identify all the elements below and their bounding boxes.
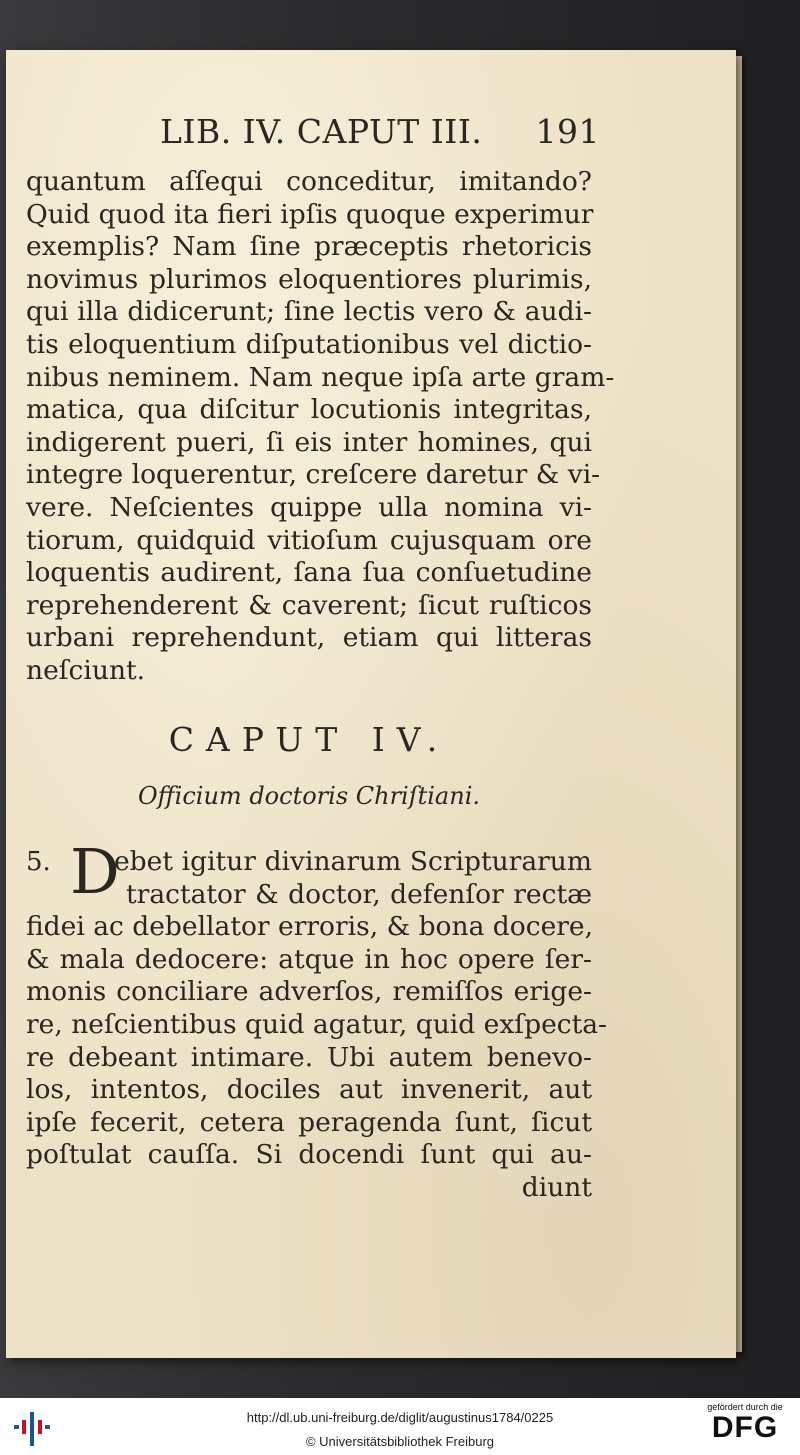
paragraph-number: 5. [26,847,51,877]
copyright-notice: © Universitätsbibliothek Freiburg [305,1434,495,1449]
body-text [26,166,615,688]
viewer-footer [0,1398,800,1455]
dfg-tagline: gefördert durch die [707,1402,783,1412]
text-line: poſtulat cauſſa. Si docendi ſunt qui au- [26,1139,592,1171]
text-line: novimus plurimos eloquentiores plurimis, [26,263,592,295]
text-line: re, neſcientibus quid agatur, quid exſpecta- [26,1008,607,1040]
text-line: matica, qua diſcitur locutionis integritas, [26,394,592,426]
text-line: vere. Neſcientes quippe ulla nomina vi- [26,491,592,523]
text-line: & mala dedocere: atque in hoc opere ſer- [26,943,592,975]
chapter-subtitle: Officium doctoris Chriſtiani. [138,782,480,810]
text-line: integre loquerentur, creſcere daretur & vi- [26,459,601,491]
running-head-title: LIB. IV. CAPUT III. [160,112,483,151]
text-line: nibus neminem. Nam neque ipſa arte gram- [26,361,615,393]
text-line: tis eloquentium diſputationibus vel dictio- [26,328,592,360]
drop-capital: D [70,835,120,908]
section-text [26,835,607,1205]
text-line: fidei ac debellator erroris, & bona docere, [26,911,594,943]
text-line: tiorum, quidquid vitioſum cujusquam ore [26,524,592,556]
text-line: reprehenderent & caverent; ſicut ruſticos [26,589,592,621]
text-line: ipſe fecerit, cetera peragenda ſunt, ſicut [26,1106,592,1138]
text-line: ebet igitur divinarum Scripturarum [114,846,592,877]
text-line: neſciunt. [26,654,146,686]
text-line: los, intentos, dociles aut invenerit, aut [26,1074,592,1106]
text-line: Quid quod ita fieri ipſis quoque experimur [26,198,594,230]
text-line: quantum aſſequi conceditur, imitando? [26,166,592,197]
text-line: qui illa didicerunt; ſine lectis vero & audi- [26,296,592,328]
text-line: loquentis audirent, ſana ſua conſuetudine [26,557,592,589]
document-url[interactable]: http://dl.ub.uni-freiburg.de/diglit/augustinus1784/0225 [246,1410,554,1425]
text-line: monis conciliare adverſos, remiſſos erige- [26,976,592,1008]
page-edge [736,56,742,1352]
dfg-logo-text: DFG [711,1411,779,1444]
text-line: urbani reprehendunt, etiam qui litteras [26,622,592,654]
chapter-heading: CAPUT IV. [168,720,450,759]
text-line: tractator & doctor, defenſor rectæ [126,878,592,910]
page-number: 191 [535,112,600,151]
running-head [160,108,600,158]
text-line: re debeant intimare. Ubi autem benevo- [26,1041,592,1073]
dfg-logo [700,1402,790,1450]
text-line: exemplis? Nam ſine præceptis rhetoricis [26,231,592,263]
catchword: diunt [521,1171,592,1203]
text-line: indigerent pueri, ſi eis inter homines, qui [26,426,592,458]
